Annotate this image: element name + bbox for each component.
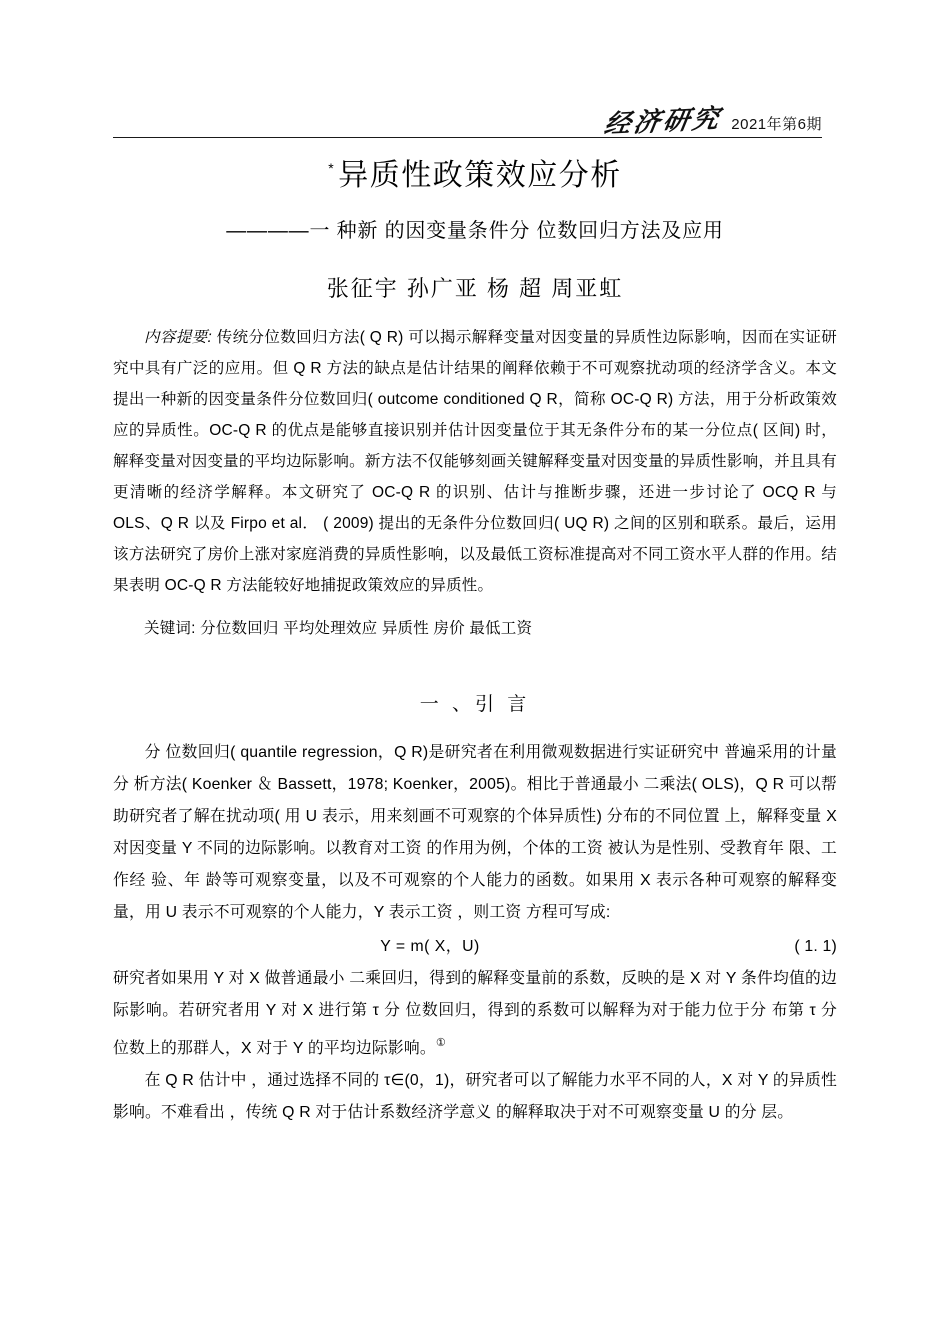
section-heading-introduction: 一 、引 言 (419, 694, 531, 715)
equation-1-1: Y = m( X，U) (380, 937, 480, 955)
abstract-text: 传统分位数回归方法( Q R) 可以揭示解释变量对因变量的异质性边际影响，因而在实证研究中具有广泛的应用。但 Q R 方法的缺点是估计结果的阐释依赖于不可观察扰动项的经济学含义。本文提出一种新的因变量条件分位数回归( outcome conditioned Q R，简称 OC-Q R) 方法，用于分析政策效应的异质性。OC-Q R 的优点是能够直接识别并估计因变量位于其无条件分布的某一分位点( 区间) 时，解释变量对因变量的平均边际影响。新方法不仅能够刻画关键解释变量对因变量的异质性影响，并且具有更清晰的经济学解释。本文研究了 OC-Q R 的识别、估计与推断步骤，还进一步讨论了 OCQ R 与 OLS、Q R 以及 Firpo et al． ( 2009) 提出的无条件分位数回归( UQ R) 之间的区别和联系。最后，运用该方法研究了房价上涨对家庭消费的异质性影响，以及最低工资标准提高对不同工资水平人群的作用。结果表明 OC-Q R 方法能较好地捕捉政策效应的异质性。 (113, 329, 837, 594)
issue-label: 2021年第6期 (731, 116, 822, 133)
section-body (113, 737, 837, 1129)
page-title (0, 158, 950, 194)
paper-subtitle: ————一 种新 的因变量条件分 位数回归方法及应用 (226, 220, 724, 242)
content-column (113, 322, 837, 1129)
paragraph-3: 在 Q R 估计中 ，通过选择不同的 τ∈(0，1)，研究者可以了解能力水平不同的人，X 对 Y 的异质性影响。不难看出 ，传统 Q R 对于估计系数经济学意义 的解释取决于对不可观察变量 U 的分 层。 (113, 1071, 837, 1121)
paper-title-text: 异质性政策效应分析 (338, 159, 622, 192)
abstract-label: 内容提要: (144, 329, 213, 346)
abstract-block (113, 322, 837, 601)
journal-logo: 经济研究 (602, 103, 725, 141)
paragraph-1: 分 位数回归( quantile regression，Q R)是研究者在利用微观数据进行实证研究中 普遍采用的计量分 析方法( Koenker ＆ Bassett，1978; Koenker，2005)。相比于普通最小 二乘法( OLS)，Q R 可以帮助研究者了解在扰动项( 用 U 表示，用来刻画不可观察的个体异质性) 分布的不同位置 上，解释变量 X 对因变量 Y 不同的边际影响。以教育对工资 的作用为例，个体的工资 被认为是性别、受教育年 限、工作经 验、年 龄等可观察变量，以及不可观察的个人能力的函数。如果用 X 表示各种可观察的解释变量，用 U 表示不可观察的个人能力，Y 表示工资 ，则工资 方程可写成: (113, 743, 837, 921)
paragraph-2-text: 研究者如果用 Y 对 X 做普通最小 二乘回归，得到的解释变量前的系数，反映的是 X 对 Y 条件均值的边际影响。若研究者用 Y 对 X 进行第 τ 分 位数回归，得到的系数可以解释为对于能力位于分 布第 τ 分 位数上的那群人，X 对于 Y 的平均边际影响。 (113, 969, 837, 1057)
paragraph-2 (113, 963, 837, 1065)
equation-number-1-1: ( 1. 1) (794, 937, 837, 955)
author-list: 张征宇 孙广亚 杨 超 周亚虹 (326, 276, 624, 301)
title-block (0, 158, 950, 303)
footnote-marker: ① (435, 1036, 446, 1049)
running-head (113, 100, 822, 141)
keywords-line: 关键词: 分位数回归 平均处理效应 异质性 房价 最低工资 (144, 620, 533, 637)
title-footnote-star: * (328, 160, 336, 176)
equation-row (113, 931, 837, 963)
